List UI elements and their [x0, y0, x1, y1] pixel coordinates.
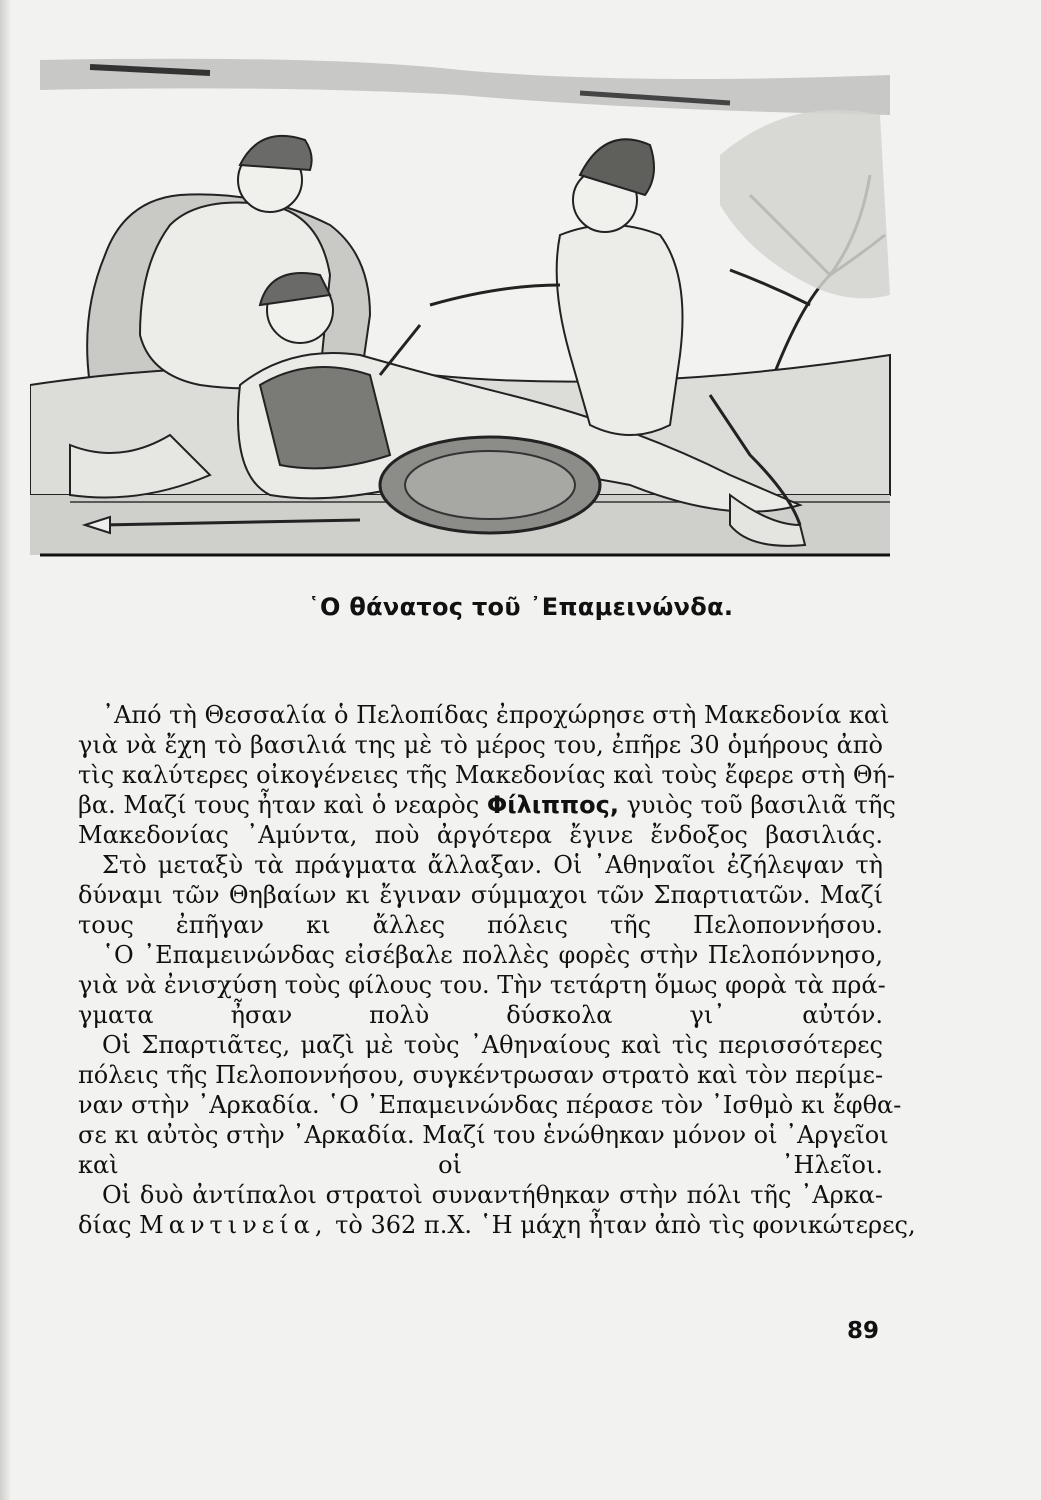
text-fragment: δίας — [78, 1211, 132, 1239]
text-line: Στὸ μεταξὺ τὰ πράγματα ἄλλαξαν. Οἱ ᾿Αθηναῖοι ἐζήλεψαν τὴ — [102, 851, 883, 879]
text-line: σε κι αὐτὸς στὴν ᾿Αρκαδία. Μαζί του ἑνώθηκαν μόνον οἱ ᾿Αργεῖοι — [78, 1121, 889, 1149]
text-line: Οἱ Σπαρτιᾶτες, μαζὶ μὲ τοὺς ᾿Αθηναίους καὶ τὶς περισσότερες — [102, 1031, 883, 1059]
paragraph-1 — [78, 700, 896, 850]
paragraph-4 — [78, 1030, 902, 1180]
text-line: τὶς καλύτερες οἰκογένειες τῆς Μακεδονίας καὶ τοὺς ἔφερε στὴ Θή- — [78, 761, 895, 789]
battle-scene-illustration — [30, 55, 900, 580]
text-line: Οἱ δυὸ ἀντίπαλοι στρατοὶ συναντήθηκαν στὴν πόλι τῆς ᾿Αρκα- — [102, 1181, 883, 1209]
text-line: δύναμι τῶν Θηβαίων κι ἔγιναν σύμμαχοι τῶν Σπαρτιατῶν. Μαζί — [78, 881, 883, 909]
text-line: τους ἐπῆγαν κι ἄλλες πόλεις τῆς Πελοποννήσου. — [78, 911, 883, 939]
text-line: ᾿Από τὴ Θεσσαλία ὁ Πελοπίδας ἐπροχώρησε στὴ Μακεδονία καὶ — [102, 701, 890, 729]
text-line — [78, 790, 896, 820]
text-line: γιὰ νὰ ἐνισχύση τοὺς φίλους του. Τὴν τετάρτη ὅμως φορὰ τὰ πρά- — [78, 971, 886, 999]
bold-name-philippos: Φίλιππος, — [486, 791, 619, 819]
text-line: γματα ἦσαν πολὺ δύσκολα γι᾿ αὐτόν. — [78, 1001, 883, 1029]
text-line: ναν στὴν ᾿Αρκαδία. ῾Ο ᾿Επαμεινώνδας πέρασε τὸν ᾿Ισθμὸ κι ἔφθα- — [78, 1091, 902, 1119]
text-line: καὶ οἱ ᾿Ηλεῖοι. — [78, 1151, 883, 1179]
text-line: γιὰ νὰ ἔχη τὸ βασιλιά της μὲ τὸ μέρος του, ἐπῆρε 30 ὁμήρους ἀπὸ — [78, 731, 883, 759]
text-fragment: γυιὸς τοῦ βασιλιᾶ τῆς — [626, 791, 896, 819]
paragraph-5 — [78, 1180, 916, 1240]
text-line: Μακεδονίας ᾿Αμύντα, ποὺ ἀργότερα ἔγινε ἔνδοξος βασιλιάς. — [78, 821, 883, 849]
page-number: 89 — [846, 1318, 879, 1344]
page-edge — [0, 0, 10, 1500]
text-line: ῾Ο ᾿Επαμεινώνδας εἰσέβαλε πολλὲς φορὲς στὴν Πελοπόννησο, — [102, 941, 883, 969]
illustration-caption: ῾Ο θάνατος τοῦ ᾿Επαμεινώνδα. — [307, 593, 734, 621]
text-line: πόλεις τῆς Πελοποννήσου, συγκέντρωσαν στρατὸ καὶ τὸν περίμε- — [78, 1061, 884, 1089]
spaced-name-mantineia: Μαντινεία, — [139, 1211, 328, 1239]
text-fragment: βα. Μαζί τους ἦταν καὶ ὁ νεαρὸς — [78, 791, 480, 819]
text-line — [78, 1210, 916, 1240]
body-text — [78, 700, 916, 1240]
text-fragment: τὸ 362 π.Χ. ῾Η μάχη ἦταν ἀπὸ τὶς φονικώτερες, — [335, 1211, 916, 1239]
paragraph-2 — [78, 850, 883, 940]
paragraph-3 — [78, 940, 886, 1030]
